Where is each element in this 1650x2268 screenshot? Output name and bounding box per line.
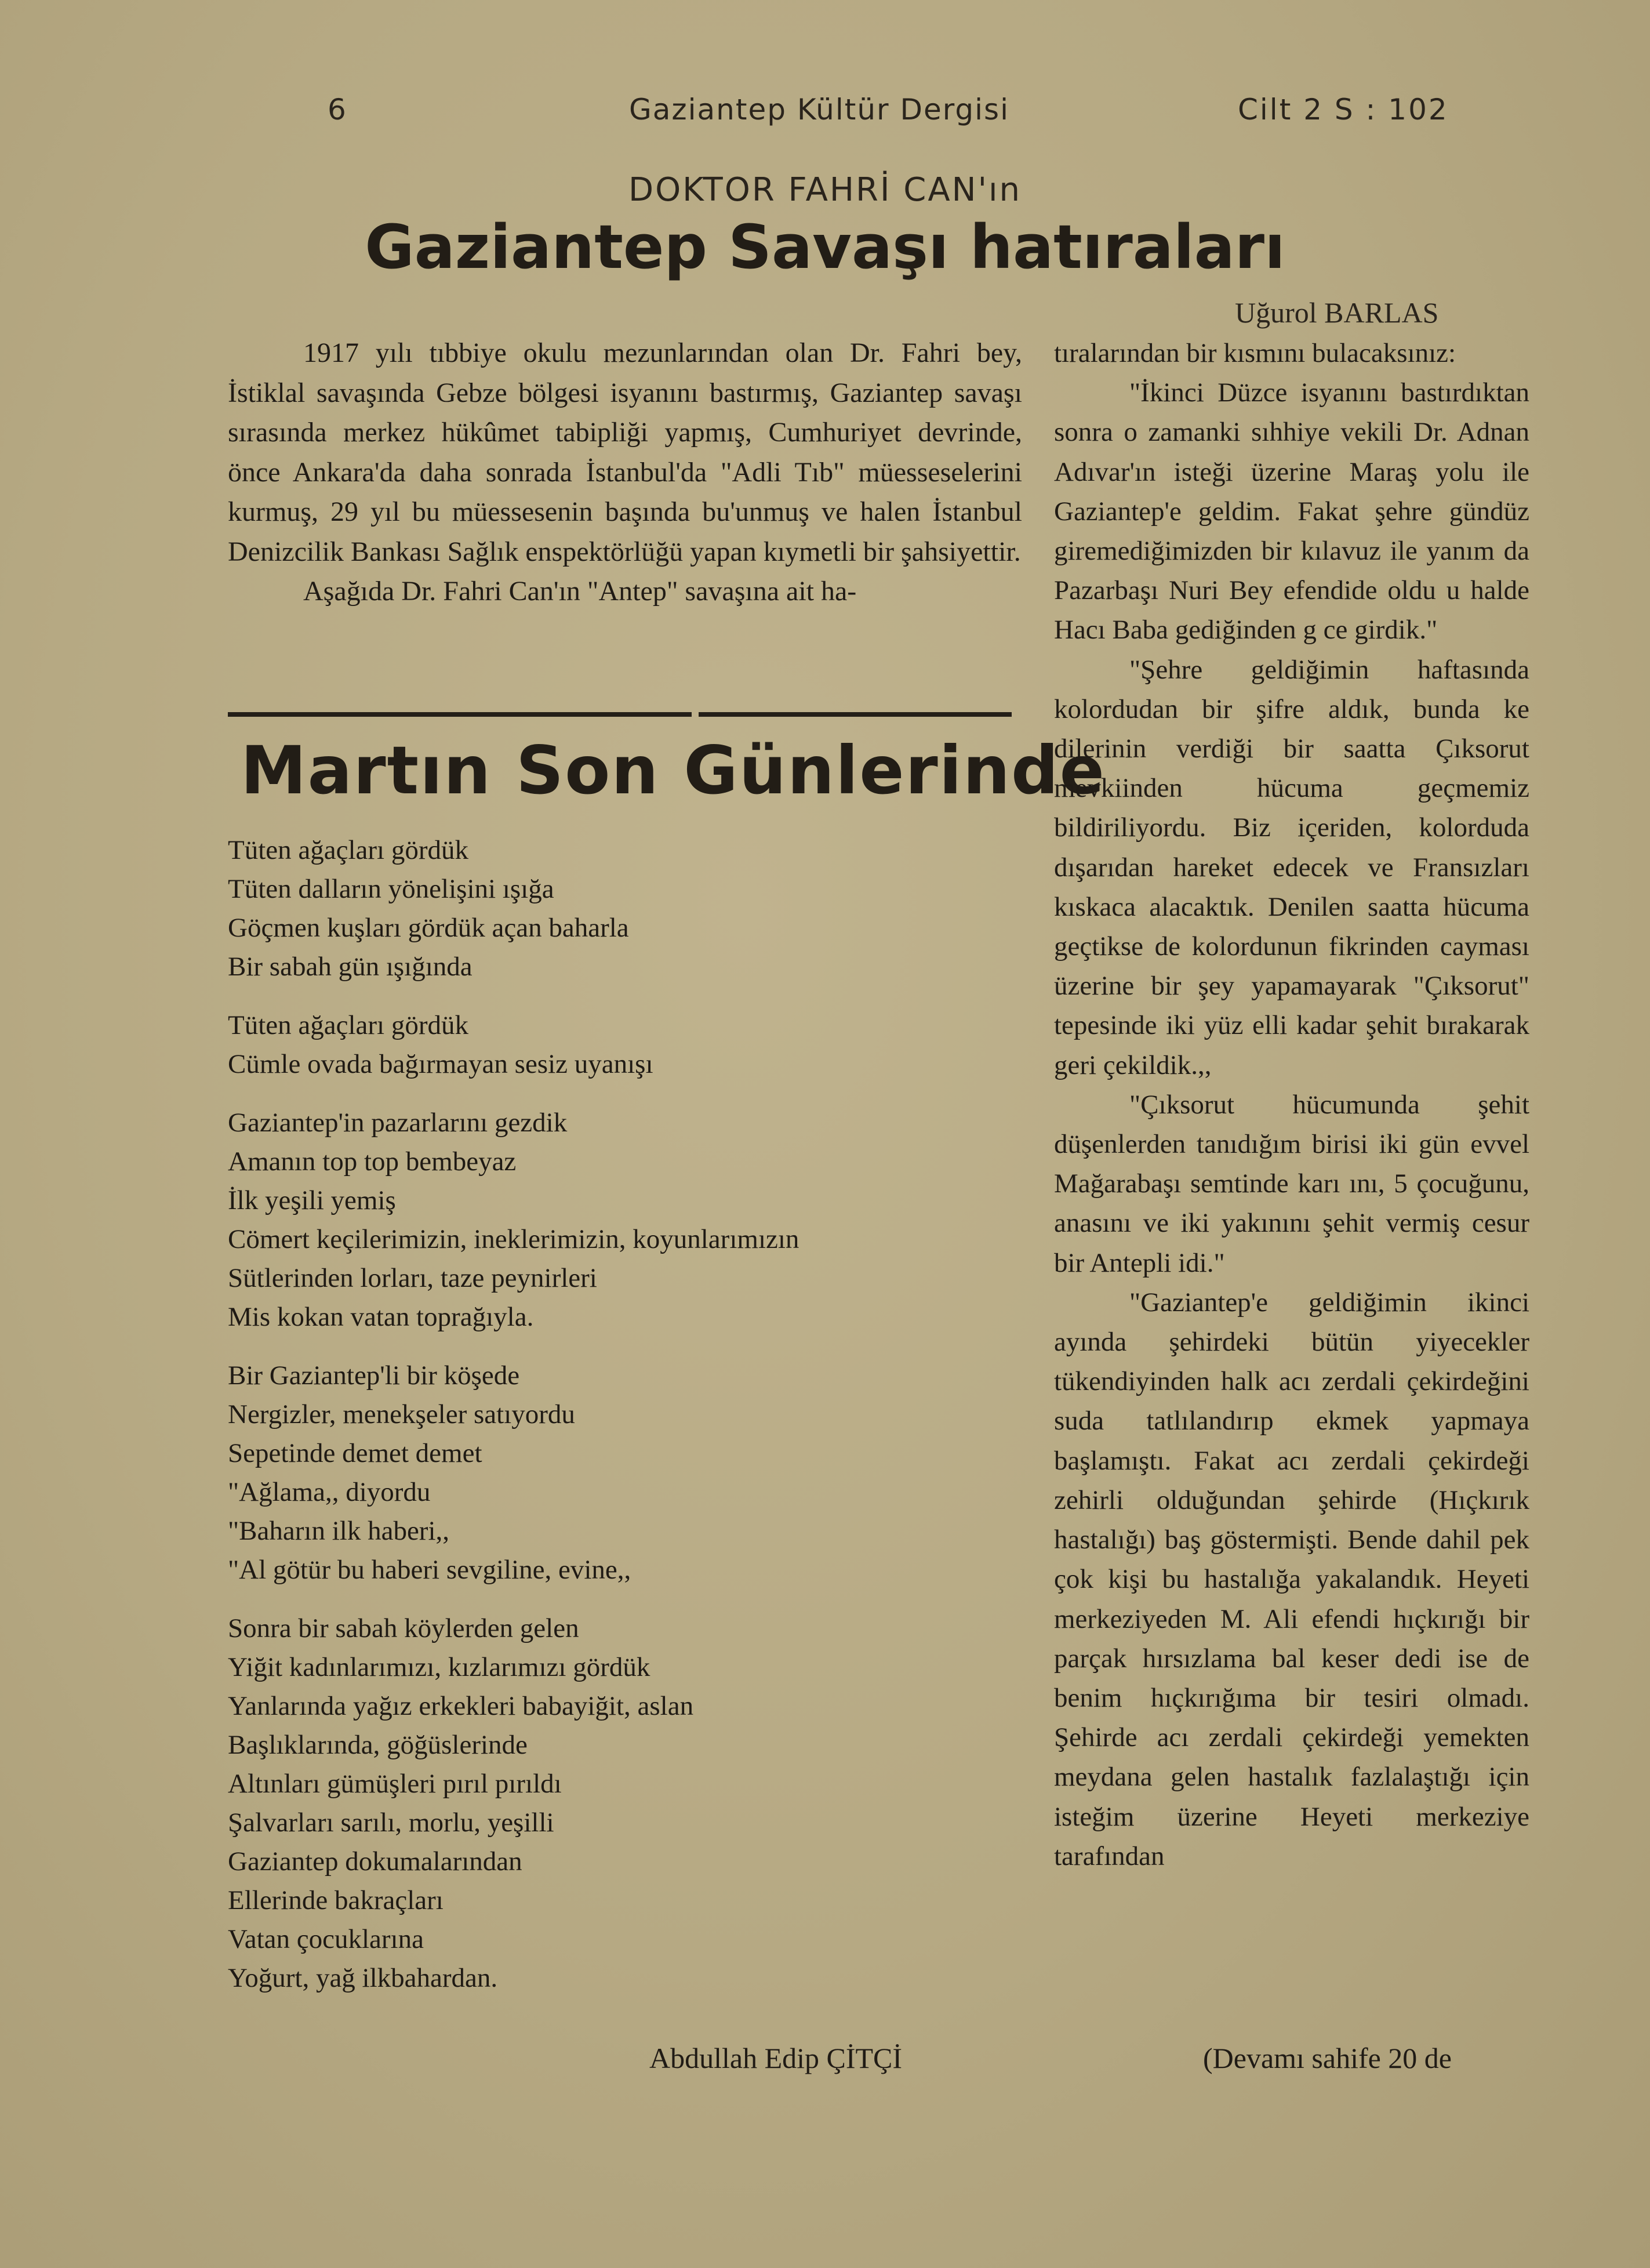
poem-line: Bir Gaziantep'li bir köşede [228,1360,520,1391]
article-body-right-column [1054,333,1529,1876]
poem-line: "Al götür bu haberi sevgiline, evine,, [228,1555,631,1585]
poem-line: Sepetinde demet demet [228,1438,482,1468]
intro-paragraph: 1917 yılı tıbbiye okulu mezunlarından olan Dr. Fahri bey, İstiklal savaşında Gebze bölgesi isyanını bastırmış, Gaziantep savaşı sırasında merkez hükûmet tabipliği yapmış, Cumhuriyet devrinde, önce Ankara'da daha sonrada İstanbul'da "Adli Tıb" müesseselerini kurmuş, 29 yıl bu müessesenin başında bu'unmuş ve halen İstanbul Denizcilik Bankası Sağlık enspektörlüğü yapan kıymetli bir şahsiyettir. [228,338,1022,567]
poem-line: Göçmen kuşları gördük açan baharla [228,913,629,943]
poem-line: Yoğurt, yağ ilkbahardan. [228,1963,498,1993]
article-kicker: DOKTOR FAHRİ CAN'ın [628,171,1022,209]
continued-note: (Devamı sahife 20 de [1203,2042,1452,2074]
article-title: Gaziantep Savaşı hatıraları [365,212,1285,282]
poem-line: Amanın top top bembeyaz [228,1146,517,1177]
poem-line: "Baharın ilk haberi,, [228,1516,450,1546]
poem-line: Tüten ağaçları gördük [228,1010,468,1040]
page-number: 6 [328,93,346,126]
poem-stanza [228,1356,1011,1590]
poem-line: Yanlarında yağız erkekleri babayiğit, aslan [228,1691,694,1721]
body-paragraph: "Şehre geldiğimin haftasında kolordudan bir şifre aldık, bunda ke dilerinin verdiği bir saatta Çıksorut mevkiinden hücuma geçmemiz bildiriliyordu. Biz içeriden, kolorduda dışarıdan hareket edecek ve Fransızları kıskaca alacaktık. Denilen saatta hücuma geçtikse de kolordunun fikrinden cayması üzerine bir şey yapamayarak "Çıksorut" tepesinde iki yüz elli kadar şehit bırakarak geri çekildik.,, [1054,654,1529,1080]
issue-number: Cilt 2 S : 102 [1238,93,1449,126]
poem-stanza [228,1006,1011,1084]
poem-line: "Ağlama,, diyordu [228,1477,431,1507]
poem-author: Abdullah Edip ÇİTÇİ [649,2042,903,2074]
poem-line: Nergizler, menekşeler satıyordu [228,1399,575,1429]
poem-line: Vatan çocuklarına [228,1924,424,1954]
poem-stanza [228,1609,1011,1998]
section-divider [699,712,1012,717]
poem-line: Gaziantep dokumalarından [228,1846,522,1877]
body-paragraph: "İkinci Düzce isyanını bastırdıktan sonra o zamanki sıhhiye vekili Dr. Adnan Adıvar'ın isteği üzerine Maraş yolu ile Gaziantep'e geldim. Fakat şehre gündüz giremediğimizden bir kılavuz ile yanım da Pazarbaşı Nuri Bey efendide oldu u halde Hacı Baba gediğinden g ce girdik." [1054,378,1529,645]
poem-line: Tüten ağaçları gördük [228,835,468,865]
journal-title: Gaziantep Kültür Dergisi [629,93,1009,126]
poem-line: Gaziantep'in pazarlarını gezdik [228,1108,568,1138]
poem-stanza [228,1104,1011,1337]
article-author: Uğurol BARLAS [1235,296,1439,329]
article-intro [228,333,1022,612]
poem-line: Mis kokan vatan toprağıyla. [228,1302,534,1332]
body-paragraph: tıralarından bir kısmını bulacaksınız: [1054,338,1456,368]
poem-line: Yiğit kadınlarımızı, kızlarımızı gördük [228,1652,650,1682]
running-header [0,93,1650,139]
body-paragraph: "Çıksorut hücumunda şehit düşenlerden tanıdığım birisi iki gün evvel Mağarabaşı semtinde karı ını, 5 çocuğunu, anasını ve iki yakınını şehit vermiş cesur bir Antepli idi." [1054,1089,1529,1278]
section-divider [228,712,692,717]
poem-line: Şalvarları sarılı, morlu, yeşilli [228,1808,554,1838]
poem-line: Başlıklarında, göğüslerinde [228,1730,528,1760]
poem-line: Cümle ovada bağırmayan sesiz uyanışı [228,1049,653,1079]
poem-line: Bir sabah gün ışığında [228,952,473,982]
poem-line: Ellerinde bakraçları [228,1885,444,1915]
intro-paragraph: Aşağıda Dr. Fahri Can'ın "Antep" savaşına ait ha- [303,576,857,607]
poem-line: Altınları gümüşleri pırıl pırıldı [228,1769,562,1799]
body-paragraph: "Gaziantep'e geldiğimin ikinci ayında şehirdeki bütün yiyecekler tükendiyinden halk acı zerdali çekirdeğini suda tatlılandırıp ekmek yapmaya başlamıştı. Fakat acı zerdali çekirdeği zehirli olduğundan şehirde (Hıçkırık hastalığı) baş göstermişti. Bende dahil pek çok kişi bu hastalığa yakalandık. Heyeti merkeziyeden M. Ali efendi hıçkırığı bir parçak hırsızlama bal keser dedi ise de benim hıçkırığıma bir tesiri olmadı. Şehirde acı zerdali çekirdeği yemekten meydana gelen hastalık fazlalaştığı için isteğim üzerine Heyeti merkeziye tarafından [1054,1287,1529,1871]
poem-line: Sütlerinden lorları, taze peynirleri [228,1263,597,1293]
poem-line: Cömert keçilerimizin, ineklerimizin, koyunlarımızın [228,1224,799,1254]
poem-line: Tüten dalların yönelişini ışığa [228,874,554,904]
poem-line: Sonra bir sabah köylerden gelen [228,1613,579,1643]
poem-stanza [228,831,1011,986]
poem-line: İlk yeşili yemiş [228,1185,396,1215]
poem-title: Martın Son Günlerinde [241,732,1106,809]
poem-body [228,831,1011,2017]
